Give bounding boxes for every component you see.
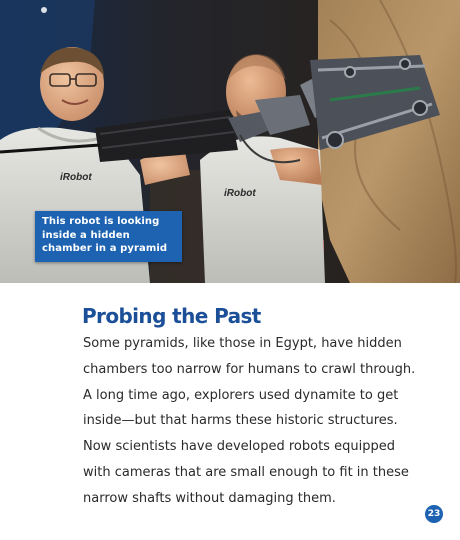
body-line: inside—but that harms these historic structures. xyxy=(83,413,398,429)
shirt-logo-right: iRobot xyxy=(224,188,256,199)
body-line: A long time ago, explorers used dynamite to get xyxy=(83,387,399,403)
body-line: Now scientists have developed robots equipped xyxy=(83,439,395,455)
photo-caption: This robot is looking inside a hidden chamber in a pyramid. xyxy=(35,211,182,262)
body-line: chambers too narrow for humans to crawl through. xyxy=(83,361,416,377)
section-heading: Probing the Past xyxy=(82,304,261,328)
body-line: Some pyramids, like those in Egypt, have hidden xyxy=(83,336,402,351)
body-line: with cameras that are small enough to fit in these xyxy=(83,464,409,480)
caption-pointer xyxy=(167,238,175,258)
page-number-badge: 23 xyxy=(425,505,443,523)
body-line: narrow shafts without damaging them. xyxy=(83,490,336,506)
body-paragraph xyxy=(83,331,423,512)
shirt-logo-left: iRobot xyxy=(60,172,92,183)
